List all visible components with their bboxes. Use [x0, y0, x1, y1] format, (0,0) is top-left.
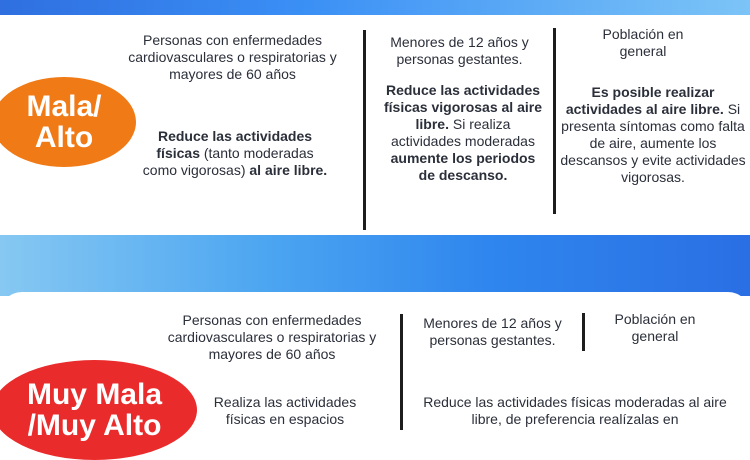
column-body-children	[410, 394, 740, 428]
column-divider	[363, 30, 366, 230]
body-segment: Si realiza actividades moderadas	[391, 116, 535, 149]
column-body-vulnerable	[140, 128, 330, 179]
column-body-general	[560, 84, 746, 186]
column-divider	[582, 313, 585, 351]
column-header-vulnerable: Personas con enfermedades cardiovasculares o respiratorias y mayores de 60 años	[128, 32, 337, 82]
body-segment: Reduce las actividades físicas	[156, 128, 313, 161]
level-badge-muy-mala	[0, 360, 197, 460]
body-segment: (tanto moderadas como vigorosas)	[142, 145, 314, 178]
column-header-children: Menores de 12 años y personas gestantes.	[390, 34, 529, 67]
column-header-children: Menores de 12 años y personas gestantes.	[423, 315, 562, 348]
level-badge-line-1: Mala/	[26, 89, 102, 123]
body-segment: aumente los periodos de descanso.	[390, 150, 536, 183]
level-badge-line-1: Muy Mala	[26, 377, 163, 411]
column-divider	[400, 314, 403, 430]
section-separator-band	[0, 226, 750, 296]
column-header-general: Población en general	[602, 26, 684, 59]
body-segment: al aire libre.	[249, 162, 328, 178]
column-divider	[553, 28, 556, 214]
level-badge-line-2: Alto	[34, 121, 94, 154]
body-segment: Si presenta síntomas como falta de aire, aumente los descansos y evite actividades vigorosas.	[560, 101, 746, 185]
body-segment: Es posible realizar actividades al aire libre.	[565, 84, 724, 117]
body-segment: Reduce las actividades físicas vigorosas al aire libre.	[384, 82, 542, 132]
body-segment: Reduce las actividades físicas moderadas al aire libre, de preferencia realízalas en	[423, 394, 727, 427]
column-body-vulnerable	[195, 394, 375, 428]
level-badge-line-2: /Muy Alto	[27, 409, 162, 442]
column-header-general: Población en general	[614, 311, 696, 344]
column-header-vulnerable: Personas con enfermedades cardiovasculares o respiratorias y mayores de 60 años	[167, 312, 377, 362]
column-body-children	[383, 82, 543, 184]
body-segment: Realiza las actividades físicas en espacios	[213, 394, 357, 427]
